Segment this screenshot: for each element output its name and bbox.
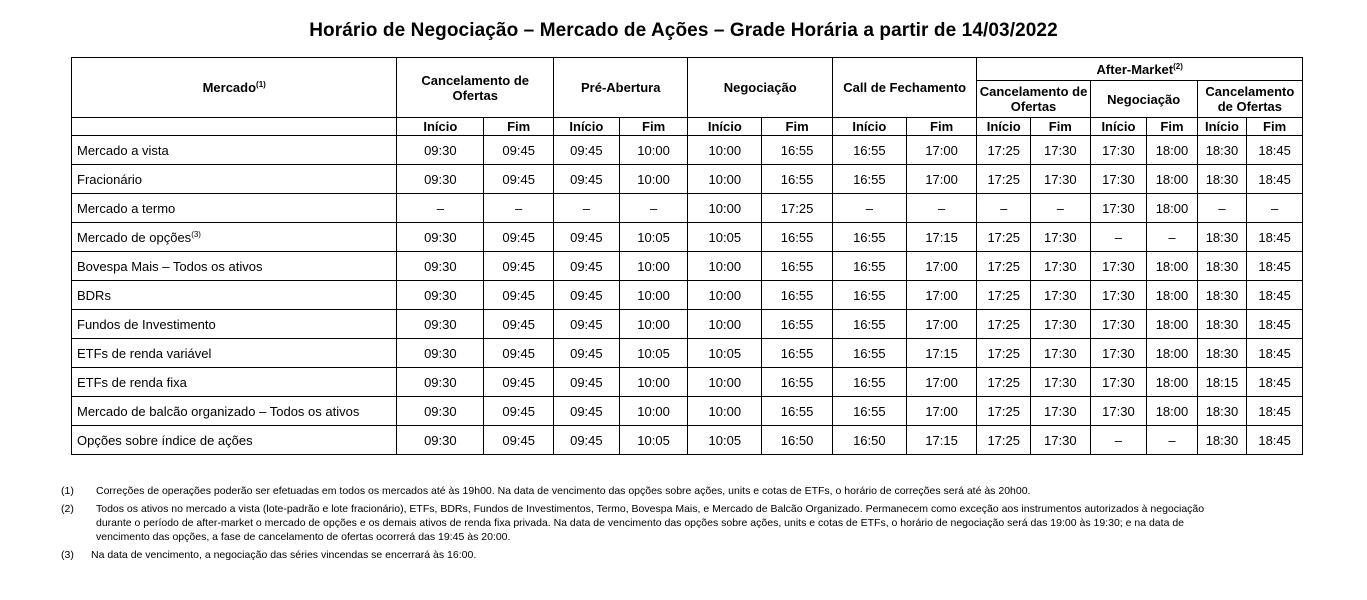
time-cell: 18:30 — [1197, 223, 1247, 252]
time-cell: 10:05 — [688, 426, 762, 455]
time-cell: 09:30 — [397, 310, 484, 339]
time-cell: 09:45 — [484, 223, 554, 252]
subheader-fim: Fim — [484, 118, 554, 136]
time-cell: 18:45 — [1247, 310, 1303, 339]
time-cell: 17:30 — [1031, 136, 1091, 165]
time-cell: 10:00 — [619, 397, 688, 426]
time-cell: 17:30 — [1090, 252, 1147, 281]
time-cell: 17:30 — [1090, 339, 1147, 368]
time-cell: 17:30 — [1031, 339, 1091, 368]
table-row — [72, 136, 1303, 165]
trading-hours-table — [71, 57, 1303, 455]
time-cell: 18:00 — [1147, 194, 1198, 223]
time-cell: 17:30 — [1031, 310, 1091, 339]
time-cell: 17:30 — [1090, 136, 1147, 165]
time-cell: 17:00 — [906, 252, 977, 281]
time-cell: 17:25 — [977, 310, 1031, 339]
time-cell: 17:00 — [906, 368, 977, 397]
time-cell: 16:55 — [832, 252, 906, 281]
market-name-cell — [72, 194, 397, 223]
footnote-text: Correções de operações poderão ser efetuadas em todos os mercados até às 19h00. Na data de vencimento das opções sobre ações, units e cotas de ETFs, o horário de correções será até às 20h00. — [96, 485, 1031, 497]
table-row — [72, 281, 1303, 310]
time-cell: 18:45 — [1247, 252, 1303, 281]
time-cell: 16:55 — [832, 339, 906, 368]
market-name-cell — [72, 252, 397, 281]
time-cell: 09:45 — [554, 223, 620, 252]
time-cell: 09:45 — [484, 426, 554, 455]
time-cell: 17:30 — [1090, 310, 1147, 339]
time-cell: 18:45 — [1247, 397, 1303, 426]
time-cell: 17:30 — [1031, 223, 1091, 252]
time-cell: 16:50 — [832, 426, 906, 455]
market-name-cell — [72, 165, 397, 194]
time-cell: 10:00 — [619, 310, 688, 339]
time-cell: – — [619, 194, 688, 223]
header-mercado-sup: (1) — [256, 80, 266, 89]
time-cell: 17:30 — [1031, 165, 1091, 194]
header-pre-abertura: Pré-Abertura — [554, 58, 688, 118]
header-cancelamento: Cancelamento de Ofertas — [397, 58, 554, 118]
market-name-cell — [72, 136, 397, 165]
time-cell: 09:30 — [397, 281, 484, 310]
time-cell: 17:00 — [906, 281, 977, 310]
time-cell: 18:00 — [1147, 165, 1198, 194]
market-name-cell — [72, 310, 397, 339]
time-cell: 16:55 — [762, 368, 833, 397]
time-cell: 10:05 — [619, 426, 688, 455]
time-cell: 18:00 — [1147, 136, 1198, 165]
time-cell: 18:00 — [1147, 281, 1198, 310]
header-after-market — [977, 58, 1303, 81]
time-cell: – — [1090, 223, 1147, 252]
time-cell: 16:50 — [762, 426, 833, 455]
time-cell: – — [1147, 223, 1198, 252]
header-mercado — [72, 58, 397, 118]
header-after-market-sup: (2) — [1173, 61, 1183, 71]
subheader-inicio: Início — [397, 118, 484, 136]
time-cell: 10:00 — [688, 310, 762, 339]
time-cell: 17:25 — [977, 136, 1031, 165]
time-cell: 18:00 — [1147, 310, 1198, 339]
time-cell: 17:00 — [906, 165, 977, 194]
time-cell: – — [484, 194, 554, 223]
time-cell: 10:00 — [688, 194, 762, 223]
time-cell: 17:15 — [906, 426, 977, 455]
time-cell: 16:55 — [832, 223, 906, 252]
time-cell: 16:55 — [832, 310, 906, 339]
time-cell: 17:00 — [906, 136, 977, 165]
time-cell: 09:30 — [397, 252, 484, 281]
header-am-cancelamento: Cancelamento de Ofertas — [977, 81, 1090, 118]
time-cell: 16:55 — [762, 223, 833, 252]
time-cell: – — [832, 194, 906, 223]
market-name-sup: (3) — [191, 229, 201, 239]
time-cell: 17:15 — [906, 339, 977, 368]
table-row — [72, 165, 1303, 194]
time-cell: 18:30 — [1197, 339, 1247, 368]
time-cell: 09:30 — [397, 165, 484, 194]
time-cell: 17:30 — [1090, 281, 1147, 310]
footnotes — [61, 484, 1231, 566]
market-name-cell — [72, 397, 397, 426]
header-after-market-label: After-Market — [1096, 61, 1174, 77]
footnote — [61, 548, 1231, 562]
subheader-fim: Fim — [1031, 118, 1091, 136]
time-cell: 10:05 — [619, 223, 688, 252]
time-cell: 10:00 — [688, 252, 762, 281]
time-cell: 16:55 — [762, 339, 833, 368]
footnote — [61, 484, 1231, 498]
time-cell: 18:30 — [1197, 281, 1247, 310]
time-cell: 09:30 — [397, 339, 484, 368]
market-name: BDRs — [77, 287, 111, 303]
time-cell: – — [977, 194, 1031, 223]
time-cell: 18:30 — [1197, 252, 1247, 281]
header-am-negociacao: Negociação — [1090, 81, 1197, 118]
time-cell: 09:45 — [484, 281, 554, 310]
time-cell: 09:45 — [484, 165, 554, 194]
time-cell: 09:30 — [397, 368, 484, 397]
table-body — [72, 136, 1303, 455]
time-cell: 18:30 — [1197, 136, 1247, 165]
time-cell: 18:15 — [1197, 368, 1247, 397]
header-mercado-label: Mercado — [202, 80, 257, 95]
subheader-inicio: Início — [1197, 118, 1247, 136]
market-name: ETFs de renda variável — [77, 345, 212, 361]
time-cell: 18:45 — [1247, 136, 1303, 165]
market-name-cell — [72, 368, 397, 397]
subheader-fim: Fim — [906, 118, 977, 136]
time-cell: 09:45 — [554, 281, 620, 310]
time-cell: 18:00 — [1147, 397, 1198, 426]
time-cell: 17:25 — [977, 281, 1031, 310]
table-row — [72, 339, 1303, 368]
footnote-number: (1) — [61, 485, 74, 497]
market-name-cell — [72, 281, 397, 310]
header-negociacao: Negociação — [688, 58, 833, 118]
time-cell: 17:25 — [977, 223, 1031, 252]
time-cell: 18:45 — [1247, 281, 1303, 310]
time-cell: 17:25 — [977, 339, 1031, 368]
time-cell: 09:45 — [484, 310, 554, 339]
subheader-inicio: Início — [688, 118, 762, 136]
time-cell: 18:45 — [1247, 339, 1303, 368]
time-cell: – — [1197, 194, 1247, 223]
time-cell: 17:30 — [1031, 426, 1091, 455]
time-cell: 17:30 — [1031, 252, 1091, 281]
time-cell: 09:45 — [554, 426, 620, 455]
time-cell: 16:55 — [832, 165, 906, 194]
table-row — [72, 252, 1303, 281]
subheader-inicio: Início — [554, 118, 620, 136]
subheader-fim: Fim — [619, 118, 688, 136]
footnote-text: Na data de vencimento, a negociação das séries vincendas se encerrará às 16:00. — [91, 549, 477, 561]
time-cell: 17:25 — [977, 368, 1031, 397]
market-name: Mercado de balcão organizado – Todos os ativos — [77, 403, 360, 419]
market-name-cell — [72, 223, 397, 252]
time-cell: 09:45 — [484, 368, 554, 397]
time-cell: 09:45 — [484, 397, 554, 426]
table-row — [72, 426, 1303, 455]
time-cell: 18:30 — [1197, 397, 1247, 426]
time-cell: 10:00 — [688, 397, 762, 426]
page-title: Horário de Negociação – Mercado de Ações – Grade Horária a partir de 14/03/2022 — [309, 20, 1058, 41]
time-cell: 17:00 — [906, 310, 977, 339]
time-cell: 17:30 — [1090, 194, 1147, 223]
time-cell: 10:05 — [688, 339, 762, 368]
market-name: Fundos de Investimento — [77, 316, 216, 332]
time-cell: 09:30 — [397, 426, 484, 455]
footnote — [61, 502, 1231, 544]
time-cell: 09:45 — [484, 252, 554, 281]
footnote-number: (2) — [61, 503, 74, 515]
time-cell: 17:30 — [1031, 281, 1091, 310]
table-row — [72, 397, 1303, 426]
time-cell: 16:55 — [832, 136, 906, 165]
time-cell: 10:00 — [688, 281, 762, 310]
time-cell: 17:30 — [1031, 397, 1091, 426]
header-am-cancelamento-2: Cancelamento de Ofertas — [1197, 81, 1302, 118]
time-cell: 09:45 — [554, 368, 620, 397]
time-cell: 16:55 — [762, 136, 833, 165]
time-cell: 16:55 — [762, 252, 833, 281]
time-cell: 09:45 — [554, 136, 620, 165]
time-cell: 18:45 — [1247, 165, 1303, 194]
time-cell: 16:55 — [832, 281, 906, 310]
time-cell: 10:00 — [619, 136, 688, 165]
table-row — [72, 368, 1303, 397]
footnote-text: Todos os ativos no mercado a vista (lote-padrão e lote fracionário), ETFs, BDRs, Fundos de Investimentos, Termo, Bovespa Mais, e Mercado de Balcão Organizado. Permanecem como exceção aos instrumentos autorizados à negociação durante o período de after-market o mercado de opções e os demais ativos de renda fixa privada. Na data de vencimento das opções sobre ações, units e cotas de ETFs, o horário de negociação será das 19:00 às 19:30; e na data de vencimento das opções, a fase de cancelamento de ofertas ocorrerá das 19:45 às 20:00. — [96, 503, 1205, 543]
table-row — [72, 310, 1303, 339]
time-cell: 09:45 — [554, 310, 620, 339]
time-cell: 18:30 — [1197, 426, 1247, 455]
time-cell: 10:05 — [688, 223, 762, 252]
time-cell: 10:05 — [619, 339, 688, 368]
time-cell: 18:30 — [1197, 165, 1247, 194]
time-cell: 10:00 — [619, 252, 688, 281]
subheader-inicio: Início — [1090, 118, 1147, 136]
time-cell: 09:45 — [554, 252, 620, 281]
time-cell: 17:25 — [977, 397, 1031, 426]
time-cell: 17:00 — [906, 397, 977, 426]
time-cell: 16:55 — [762, 310, 833, 339]
time-cell: 10:00 — [688, 368, 762, 397]
time-cell: 09:30 — [397, 136, 484, 165]
time-cell: 09:45 — [554, 397, 620, 426]
time-cell: 10:00 — [619, 368, 688, 397]
time-cell: 10:00 — [688, 165, 762, 194]
time-cell: 18:45 — [1247, 368, 1303, 397]
time-cell: 16:55 — [832, 397, 906, 426]
time-cell: 17:25 — [977, 252, 1031, 281]
subheader-row — [72, 118, 1303, 136]
time-cell: 09:45 — [554, 165, 620, 194]
time-cell: 17:30 — [1090, 397, 1147, 426]
time-cell: – — [1090, 426, 1147, 455]
time-cell: 16:55 — [832, 368, 906, 397]
market-name: Mercado de opções — [77, 229, 192, 245]
time-cell: – — [554, 194, 620, 223]
time-cell: 17:15 — [906, 223, 977, 252]
time-cell: – — [906, 194, 977, 223]
time-cell: 16:55 — [762, 281, 833, 310]
time-cell: 17:30 — [1031, 368, 1091, 397]
time-cell: 17:30 — [1090, 368, 1147, 397]
market-name: Fracionário — [77, 171, 143, 187]
time-cell: 18:00 — [1147, 252, 1198, 281]
time-cell: 17:25 — [762, 194, 833, 223]
time-cell: – — [1147, 426, 1198, 455]
time-cell: 18:00 — [1147, 339, 1198, 368]
subheader-blank — [72, 118, 397, 136]
time-cell: 09:30 — [397, 223, 484, 252]
time-cell: 17:25 — [977, 426, 1031, 455]
table-row — [72, 194, 1303, 223]
time-cell: – — [1031, 194, 1091, 223]
time-cell: 18:00 — [1147, 368, 1198, 397]
market-name-cell — [72, 426, 397, 455]
time-cell: 17:25 — [977, 165, 1031, 194]
time-cell: 10:00 — [619, 165, 688, 194]
market-name: Mercado a termo — [77, 200, 176, 216]
time-cell: – — [397, 194, 484, 223]
time-cell: 16:55 — [762, 397, 833, 426]
time-cell: 09:45 — [554, 339, 620, 368]
subheader-inicio: Início — [977, 118, 1031, 136]
subheader-fim: Fim — [1247, 118, 1303, 136]
footnote-number: (3) — [61, 549, 74, 561]
time-cell: 10:00 — [619, 281, 688, 310]
time-cell: 10:00 — [688, 136, 762, 165]
market-name: Bovespa Mais – Todos os ativos — [77, 258, 263, 274]
subheader-inicio: Início — [832, 118, 906, 136]
market-name: ETFs de renda fixa — [77, 374, 187, 390]
time-cell: 16:55 — [762, 165, 833, 194]
subheader-fim: Fim — [1147, 118, 1198, 136]
time-cell: 09:45 — [484, 136, 554, 165]
time-cell: 18:45 — [1247, 223, 1303, 252]
table-row — [72, 223, 1303, 252]
market-name-cell — [72, 339, 397, 368]
time-cell: – — [1247, 194, 1303, 223]
time-cell: 17:30 — [1090, 165, 1147, 194]
time-cell: 18:45 — [1247, 426, 1303, 455]
market-name: Mercado a vista — [77, 142, 169, 158]
subheader-fim: Fim — [762, 118, 833, 136]
market-name: Opções sobre índice de ações — [77, 432, 253, 448]
time-cell: 18:30 — [1197, 310, 1247, 339]
header-call-fechamento: Call de Fechamento — [832, 58, 977, 118]
time-cell: 09:45 — [484, 339, 554, 368]
time-cell: 09:30 — [397, 397, 484, 426]
